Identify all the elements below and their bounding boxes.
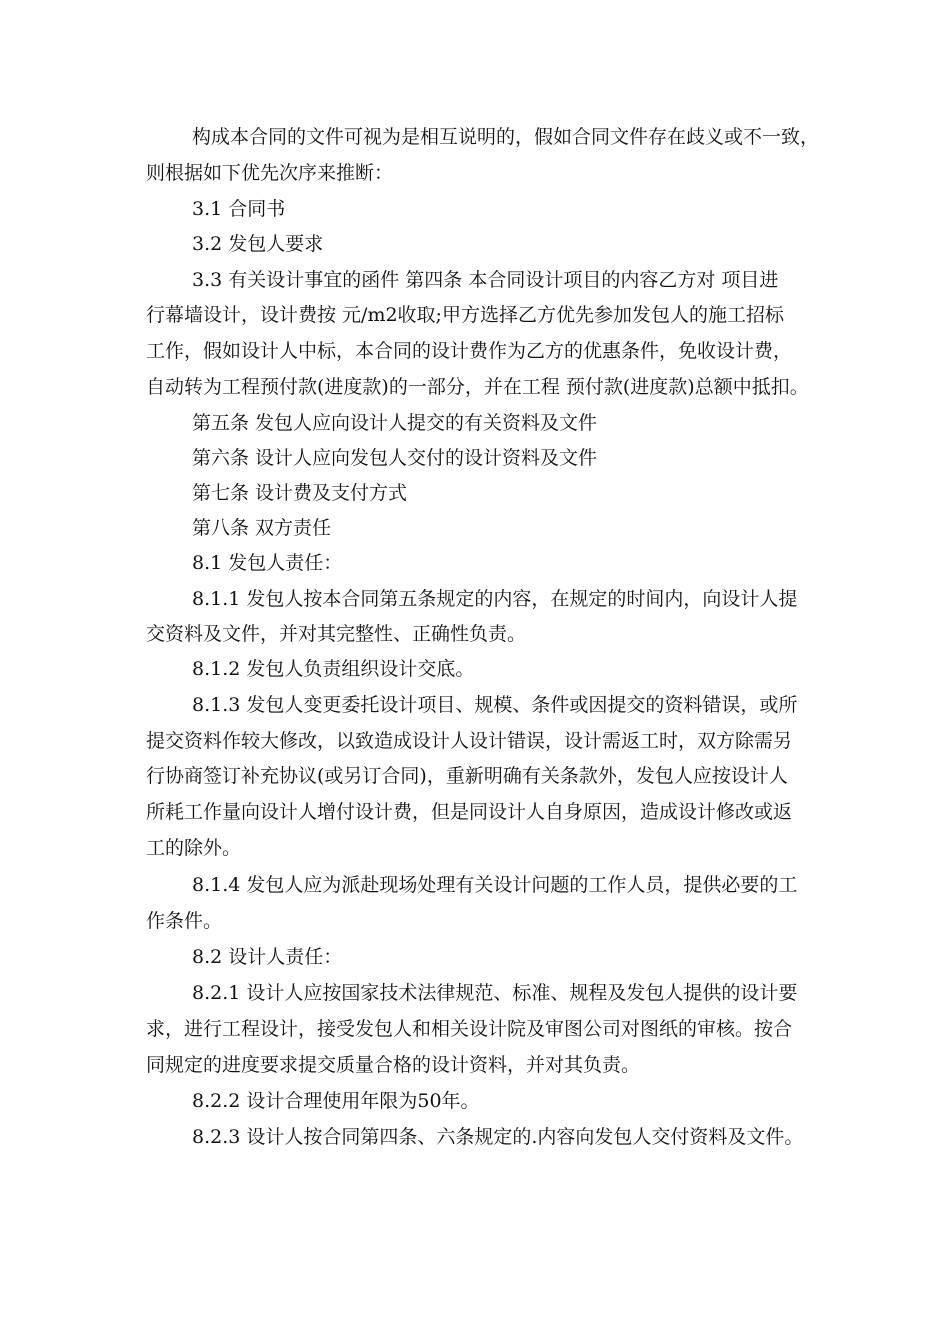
paragraph-line: 工作，假如设计人中标，本合同的设计费作为乙方的优惠条件，免收设计费， [146, 340, 793, 362]
article-8-heading: 第八条 双方责任 [192, 517, 332, 539]
clause-3-1: 3.1 合同书 [192, 198, 286, 220]
paragraph-line: 交资料及文件，并对其完整性、正确性负责。 [146, 623, 527, 645]
paragraph-line: 同规定的进度要求提交质量合格的设计资料，并对其负责。 [146, 1054, 641, 1076]
clause-8-1-2: 8.1.2 发包人负责组织设计交底。 [192, 658, 475, 680]
article-5-heading: 第五条 发包人应向设计人提交的有关资料及文件 [192, 412, 598, 434]
clause-8-1-3: 8.1.3 发包人变更委托设计项目、规模、条件或因提交的资料错误，或所 [192, 694, 798, 716]
clause-3-3: 3.3 有关设计事宜的函件 第四条 本合同设计项目的内容乙方对 项目进 [192, 269, 779, 291]
paragraph-line: 作条件。 [146, 910, 223, 932]
article-6-heading: 第六条 设计人应向发包人交付的设计资料及文件 [192, 447, 598, 469]
clause-8-2-1: 8.2.1 设计人应按国家技术法律规范、标准、规程及发包人提供的设计要 [192, 982, 798, 1004]
clause-8-2: 8.2 设计人责任： [192, 946, 343, 968]
clause-3-2: 3.2 发包人要求 [192, 233, 324, 255]
clause-8-2-2: 8.2.2 设计合理使用年限为50年。 [192, 1090, 480, 1112]
paragraph-line: 行幕墙设计，设计费按 元/m2收取;甲方选择乙方优先参加发包人的施工招标 [146, 304, 784, 326]
paragraph-line: 自动转为工程预付款(进度款)的一部分，并在工程 预付款(进度款)总额中抵扣。 [146, 376, 809, 398]
paragraph-line: 工的除外。 [146, 837, 242, 859]
article-7-heading: 第七条 设计费及支付方式 [192, 482, 408, 504]
paragraph-line: 构成本合同的文件可视为是相互说明的，假如合同文件存在歧义或不一致， [192, 126, 820, 148]
clause-8-1: 8.1 发包人责任： [192, 552, 343, 574]
paragraph-line: 则根据如下优先次序来推断： [146, 162, 394, 184]
paragraph-line: 求，进行工程设计，接受发包人和相关设计院及审图公司对图纸的审核。按合 [146, 1018, 793, 1040]
clause-8-2-3: 8.2.3 设计人按合同第四条、六条规定的.内容向发包人交付资料及文件。 [192, 1126, 804, 1148]
paragraph-line: 行协商签订补充协议(或另订合同)，重新明确有关条款外，发包人应按设计人 [146, 765, 788, 787]
clause-8-1-4: 8.1.4 发包人应为派赴现场处理有关设计问题的工作人员，提供必要的工 [192, 874, 798, 896]
paragraph-line: 提交资料作较大修改，以致造成设计人设计错误，设计需返工时，双方除需另 [146, 730, 793, 752]
paragraph-line: 所耗工作量向设计人增付设计费，但是同设计人自身原因，造成设计修改或返 [146, 801, 793, 823]
clause-8-1-1: 8.1.1 发包人按本合同第五条规定的内容，在规定的时间内，向设计人提 [192, 588, 798, 610]
